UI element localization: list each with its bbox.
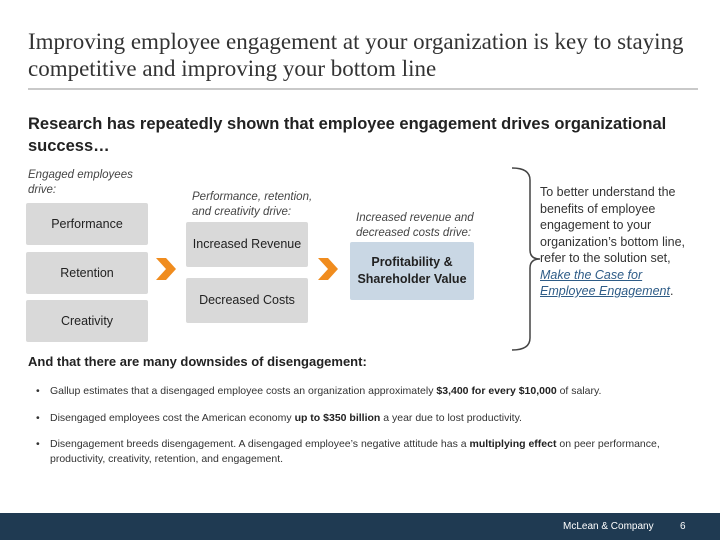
list-item: • Gallup estimates that a disengaged employee costs an organization approximately $3,400 for every $10,000 of salary.	[36, 384, 676, 399]
revenue-costs-label: Increased revenue and decreased costs drive:	[356, 212, 474, 239]
solution-set-note: To better understand the benefits of employee engagement to your organization’s bottom line, refer to the solution set, Make the Case for Employee Engagement.	[540, 185, 685, 298]
make-the-case-link[interactable]: Make the Case for Employee Engagement	[540, 267, 670, 298]
decreased-costs-box: Decreased Costs	[186, 278, 308, 323]
disengagement-bullets	[36, 384, 676, 478]
list-item: • Disengagement breeds disengagement. A disengaged employee’s negative attitude has a multiplying effect on peer performance, productivity, creativity, retention, and engagement.	[36, 437, 676, 466]
performance-box: Performance	[26, 203, 148, 245]
research-subheading: Research has repeatedly shown that employee engagement drives organizational success…	[28, 115, 667, 155]
creativity-box: Creativity	[26, 300, 148, 342]
right-brace-icon	[508, 166, 544, 352]
page-number: 6	[680, 521, 686, 532]
disengagement-heading: And that there are many downsides of disengagement:	[28, 354, 367, 369]
list-item: • Disengaged employees cost the American economy up to $350 billion a year due to lost productivity.	[36, 411, 676, 426]
footer-brand: McLean & Company	[563, 521, 654, 532]
increased-revenue-box: Increased Revenue	[186, 222, 308, 267]
slide-title: Improving employee engagement at your organization is key to staying competitive and improving your bottom line	[28, 29, 684, 81]
drivers-label: Performance, retention, and creativity drive:	[192, 191, 313, 218]
retention-box: Retention	[26, 252, 148, 294]
chevron-arrow-icon	[316, 256, 340, 282]
chevron-arrow-icon	[154, 256, 178, 282]
profitability-box: Profitability & Shareholder Value	[350, 242, 474, 300]
engaged-employees-label: Engaged employees drive:	[28, 169, 133, 196]
title-divider	[28, 88, 698, 90]
